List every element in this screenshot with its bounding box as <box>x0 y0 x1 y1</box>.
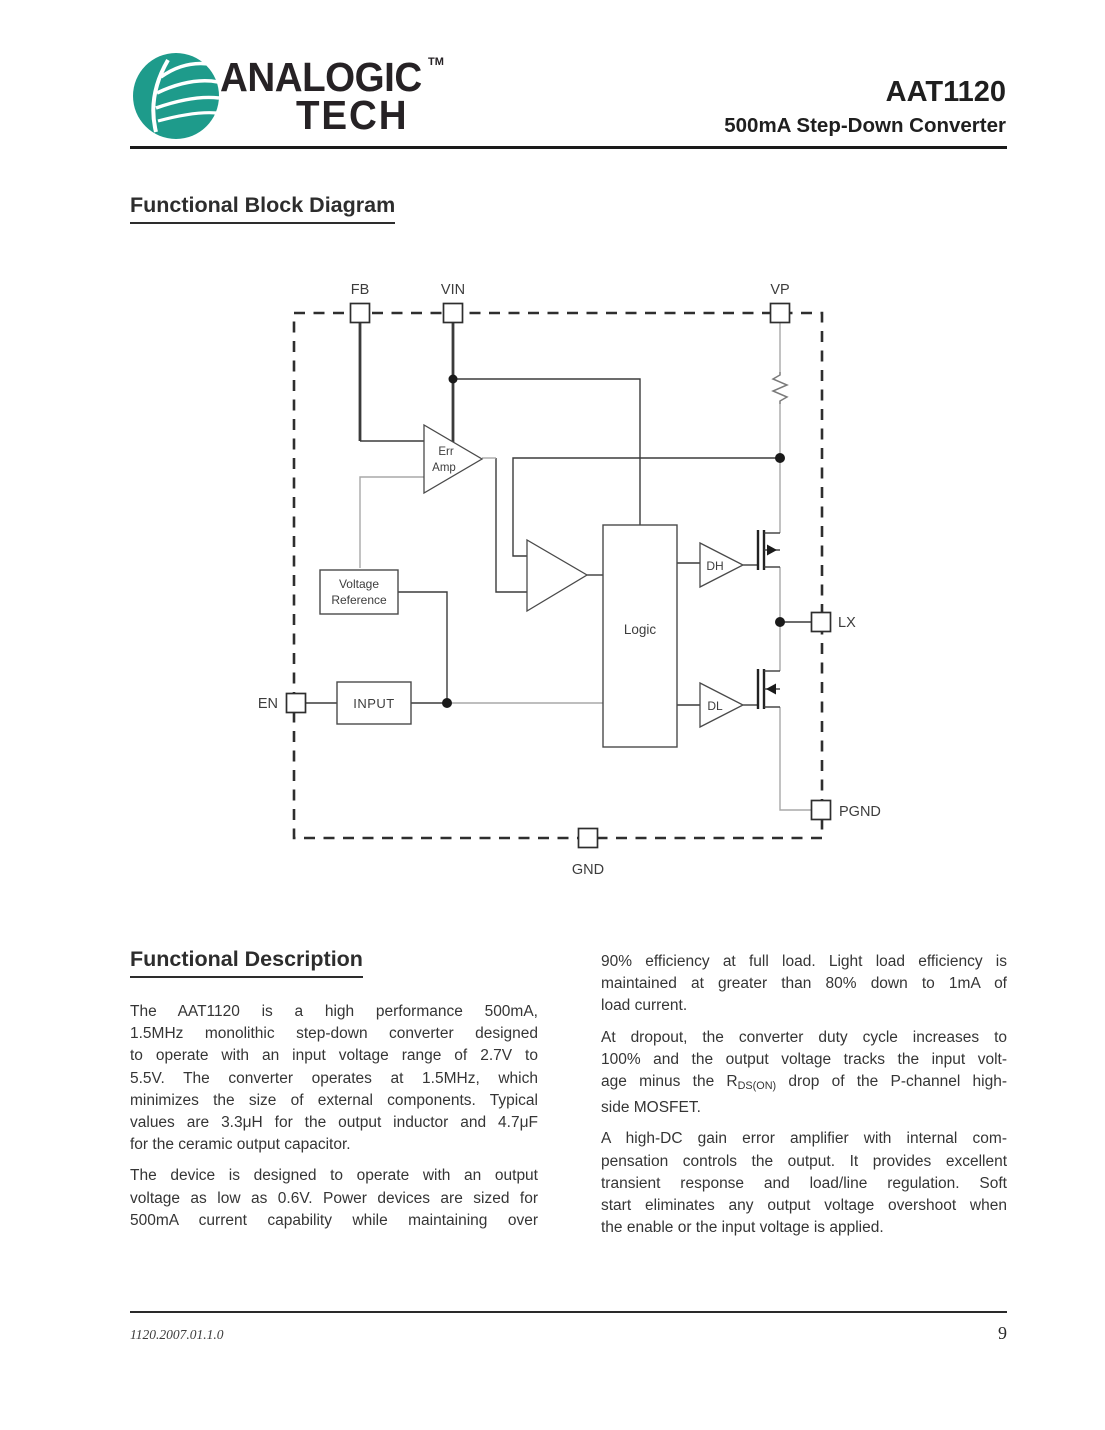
block-logic <box>603 525 677 747</box>
pin-lx <box>812 613 831 632</box>
input-label: INPUT <box>353 696 395 711</box>
text-line: The device is designed to operate with an output <box>130 1167 538 1185</box>
text-line: values are 3.3μH for the output inductor and 4.7μF <box>130 1114 538 1132</box>
text-line: load current. <box>601 997 688 1015</box>
text-line: to operate with an input voltage range of 2.7V to <box>130 1047 538 1065</box>
err-amp-label-line2: Amp <box>432 462 456 474</box>
text-line: transient response and load/line regulation. Soft <box>601 1174 1007 1192</box>
subscript-text: DS(ON) <box>737 1080 777 1093</box>
description-column-left <box>130 1001 538 1232</box>
pin-label-lx: LX <box>838 615 856 631</box>
pin-label-gnd: GND <box>571 862 605 878</box>
text-line: pensation controls the output. It provides excellent <box>601 1152 1007 1170</box>
brand-name-line2: TECH <box>296 92 409 138</box>
header-rule <box>130 146 1007 149</box>
wires-dark <box>305 322 812 705</box>
brand-logo <box>131 51 223 143</box>
paragraph <box>130 1165 538 1232</box>
wires-light <box>360 322 812 810</box>
text-line: 1.5MHz monolithic step-down converter designed <box>130 1025 538 1043</box>
text-line: 500mA current capability while maintaining over <box>130 1211 538 1229</box>
text-line: The AAT1120 is a high performance 500mA, <box>130 1003 538 1020</box>
pin-pgnd <box>812 801 831 820</box>
text-line: start eliminates any output voltage overshoot when <box>601 1197 1007 1215</box>
text-line: 5.5V. The converter operates at 1.5MHz, which <box>130 1069 538 1087</box>
leaf-icon <box>133 53 219 139</box>
text-line: maintained at greater than 80% down to 1mA of <box>601 975 1007 993</box>
block-voltage-reference <box>320 570 398 614</box>
pwm-comparator <box>527 540 587 611</box>
text-line: for the ceramic output capacitor. <box>130 1136 351 1154</box>
text-line: side MOSFET. <box>601 1099 701 1117</box>
pin-label-vin: VIN <box>440 282 466 298</box>
paragraph <box>601 1128 1007 1239</box>
pin-fb <box>351 304 370 323</box>
text-line: minimizes the size of external components. Typical <box>130 1091 538 1109</box>
trademark-symbol: TM <box>428 56 444 68</box>
block-diagram-title: Functional Block Diagram <box>130 193 395 224</box>
text-line <box>601 1071 1007 1097</box>
dl-driver <box>700 683 743 727</box>
text-segment: drop of the P-channel high- <box>776 1073 1007 1091</box>
voltage-reference-label-line1: Voltage <box>338 577 380 591</box>
dh-label: DH <box>706 559 724 573</box>
functional-description-title: Functional Description <box>130 947 363 978</box>
part-number: AAT1120 <box>885 76 1006 108</box>
paragraph <box>601 1027 1007 1120</box>
text-line: A high-DC gain error amplifier with internal com- <box>601 1130 1007 1148</box>
pin-label-en: EN <box>257 696 278 712</box>
document-code: 1120.2007.01.1.0 <box>130 1327 224 1342</box>
logic-label: Logic <box>623 622 657 637</box>
dl-label: DL <box>707 699 723 713</box>
pin-label-fb: FB <box>350 282 370 298</box>
voltage-reference-label-line2: Reference <box>331 593 387 607</box>
text-line: 90% efficiency at full load. Light load efficiency is <box>601 953 1007 970</box>
text-segment: age minus the R <box>601 1073 738 1091</box>
pin-label-pgnd: PGND <box>839 804 881 820</box>
footer-rule <box>130 1311 1007 1313</box>
pin-vp <box>771 304 790 323</box>
pin-vin <box>444 304 463 323</box>
brand-name-line1: ANALOGIC <box>220 54 422 100</box>
mosfet-arrow-icon <box>767 545 777 556</box>
text-line: the enable or the input voltage is applied. <box>601 1219 884 1237</box>
pin-gnd <box>579 829 598 848</box>
text-line: At dropout, the converter duty cycle increases to <box>601 1028 1007 1046</box>
mosfet-arrow-icon <box>766 684 776 695</box>
functional-block-diagram <box>0 260 1105 900</box>
description-column-right <box>601 951 1007 1239</box>
nmos-low-side <box>758 669 780 709</box>
block-input <box>337 682 411 724</box>
pin-label-vp: VP <box>770 282 790 298</box>
paragraph <box>601 951 1007 1018</box>
paragraph <box>130 1001 538 1156</box>
pin-en <box>287 694 306 713</box>
document-subtitle: 500mA Step-Down Converter <box>724 114 1006 137</box>
text-line: 100% and the output voltage tracks the input volt- <box>601 1050 1007 1068</box>
resistor <box>773 372 787 404</box>
page-number: 9 <box>998 1323 1007 1343</box>
text-line: voltage as low as 0.6V. Power devices are sized for <box>130 1189 538 1207</box>
dh-driver <box>700 543 743 587</box>
pmos-high-side <box>758 530 780 570</box>
err-amp-label-line1: Err <box>438 446 454 458</box>
